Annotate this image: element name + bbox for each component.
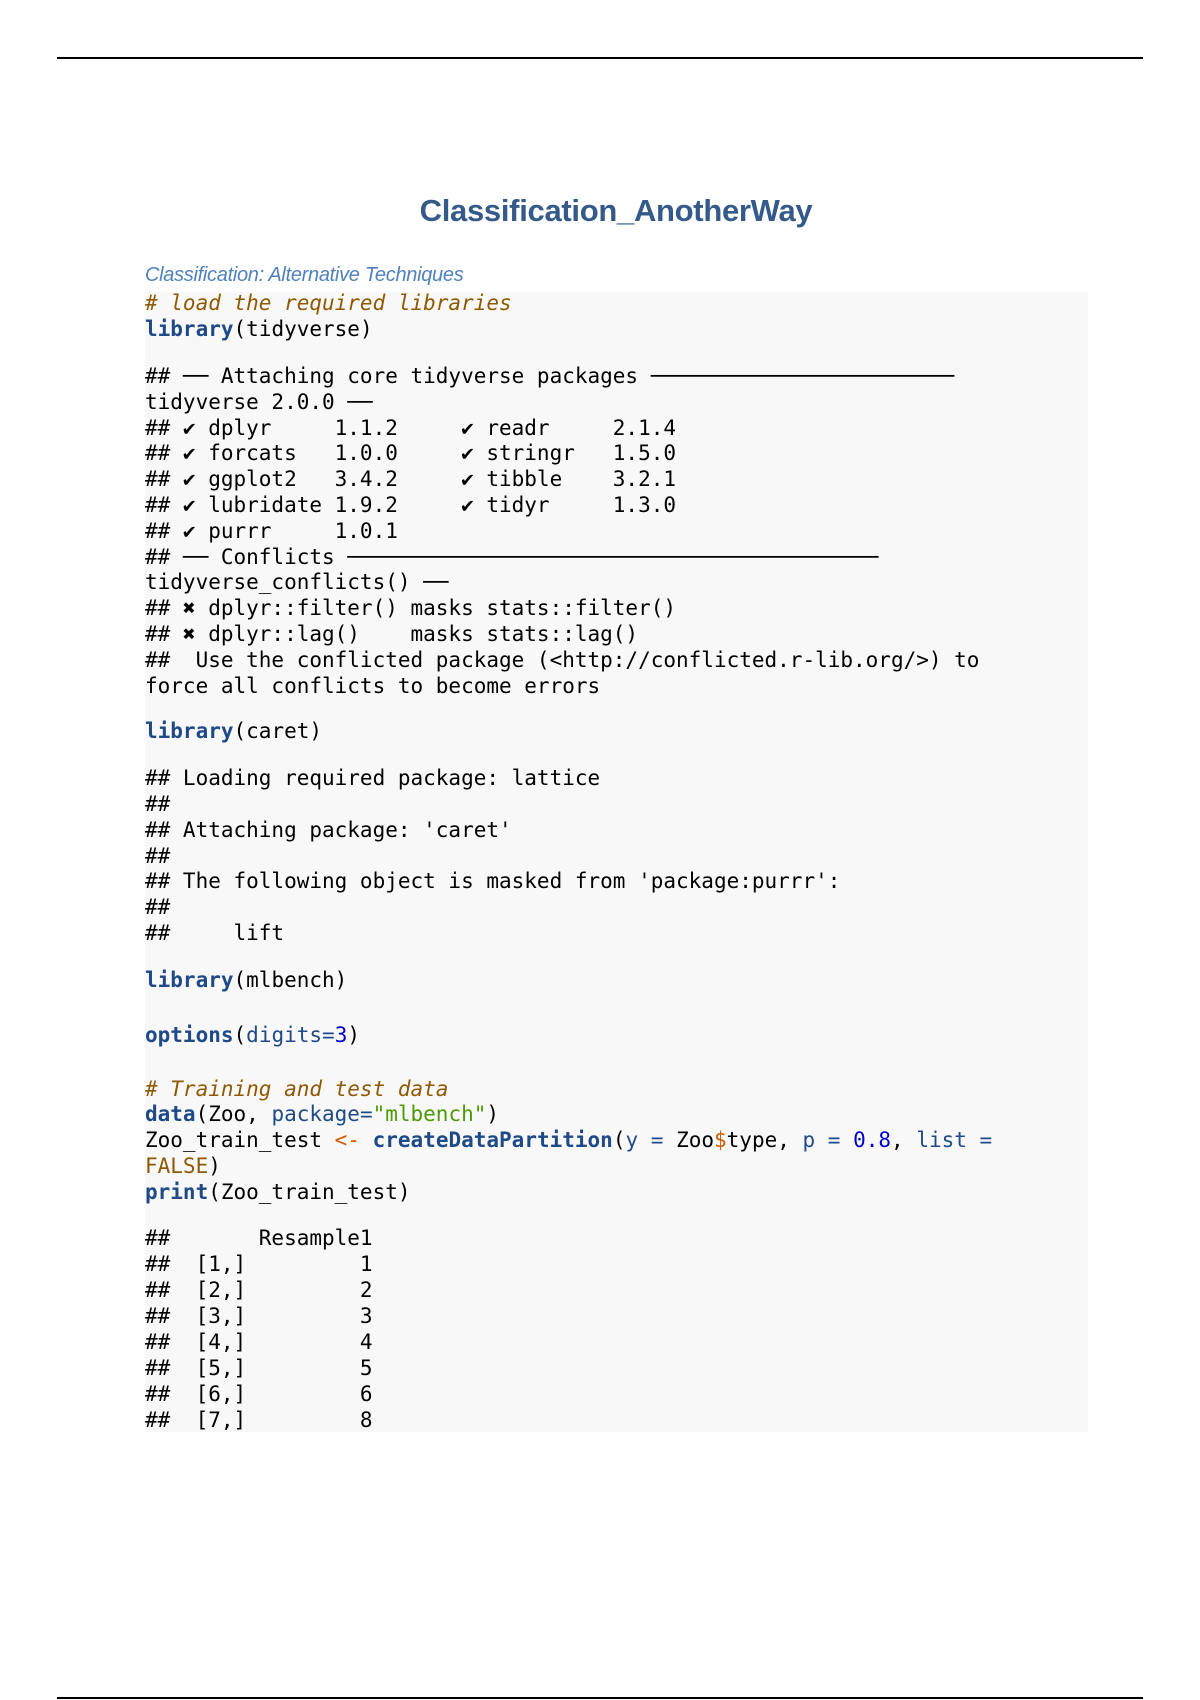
function-name: library: [145, 968, 234, 992]
code-args: (Zoo,: [195, 1102, 272, 1126]
header-rule: [57, 57, 1143, 59]
code-number: 3: [334, 1023, 348, 1047]
output-line: ## The following object is masked from 'package:purrr':: [145, 869, 841, 893]
function-name: createDataPartition: [372, 1128, 613, 1152]
output-line: ## ✔ forcats 1.0.0 ✔ stringr 1.5.0: [145, 441, 677, 465]
code-constant: FALSE: [145, 1154, 209, 1178]
output-line: ## [3,] 3: [145, 1304, 373, 1328]
output-line: ## ✔ dplyr 1.1.2 ✔ readr 2.1.4: [145, 416, 677, 440]
code-line: [145, 1101, 499, 1127]
code-punct: ): [208, 1154, 221, 1178]
function-name: library: [145, 719, 234, 743]
code-number: 0.8: [853, 1128, 892, 1152]
output-line: ##: [145, 895, 171, 919]
code-line: [145, 1179, 411, 1205]
code-punct: ): [347, 1023, 360, 1047]
code-variable: Zoo_train_test: [145, 1128, 335, 1152]
output-line: ## ── Conflicts ──────────────────────────────────────────: [145, 545, 879, 569]
code-variable: type,: [726, 1128, 803, 1152]
code-line: [145, 316, 373, 342]
output-line: ## Resample1: [145, 1226, 373, 1250]
code-operator: <-: [334, 1128, 360, 1152]
output-line: ## [4,] 4: [145, 1330, 373, 1354]
output-line: ## ── Attaching core tidyverse packages ────────────────────────: [145, 364, 955, 388]
output-line: ## [1,] 1: [145, 1252, 373, 1276]
code-args: (tidyverse): [233, 317, 373, 341]
output-line: ## Use the conflicted package (<http://conflicted.r-lib.org/>) to: [145, 648, 980, 672]
code-punct: (: [233, 1023, 247, 1047]
code-punct: ,: [891, 1128, 917, 1152]
code-args: (mlbench): [233, 968, 348, 992]
code-punct: ): [486, 1102, 500, 1126]
output-line: ## ✔ ggplot2 3.4.2 ✔ tibble 3.2.1: [145, 467, 677, 491]
code-line: [145, 1153, 221, 1179]
code-attr: p =: [802, 1128, 854, 1152]
function-name: options: [145, 1023, 234, 1047]
code-attr: digits=: [246, 1023, 335, 1047]
output-line: ##: [145, 844, 171, 868]
code-variable: Zoo: [676, 1128, 714, 1152]
document-subtitle: Classification: Alternative Techniques: [145, 264, 464, 286]
function-name: library: [145, 317, 234, 341]
code-args: (caret): [233, 719, 323, 743]
function-name: print: [145, 1180, 209, 1204]
code-attr: y =: [625, 1128, 677, 1152]
output-line: ## Attaching package: 'caret': [145, 818, 512, 842]
code-comment: # Training and test data: [145, 1077, 449, 1101]
code-line: [145, 967, 347, 993]
output-line: ## Loading required package: lattice: [145, 766, 601, 790]
output-line: ## ✖ dplyr::lag() masks stats::lag(): [145, 622, 639, 646]
output-line: ##: [145, 792, 171, 816]
code-line: [145, 1127, 992, 1153]
code-attr: list =: [916, 1128, 993, 1152]
output-line: ## ✖ dplyr::filter() masks stats::filter(): [145, 596, 677, 620]
footer-rule: [57, 1697, 1143, 1699]
code-space: [360, 1128, 373, 1152]
code-string: "mlbench": [372, 1102, 487, 1126]
code-line: [145, 718, 322, 744]
document-title: Classification_AnotherWay: [419, 193, 813, 228]
output-line: tidyverse 2.0.0 ──: [145, 390, 373, 414]
function-name: data: [145, 1102, 196, 1126]
code-line: [145, 1022, 360, 1048]
code-comment: # load the required libraries: [145, 291, 512, 315]
code-attr: package=: [271, 1102, 373, 1126]
output-line: ## [6,] 6: [145, 1382, 373, 1406]
code-args: (Zoo_train_test): [208, 1180, 411, 1204]
code-punct: (: [612, 1128, 626, 1152]
output-line: tidyverse_conflicts() ──: [145, 570, 449, 594]
output-line: ## [2,] 2: [145, 1278, 373, 1302]
code-operator: $: [714, 1128, 727, 1152]
output-line: ## [7,] 8: [145, 1408, 373, 1432]
output-line: ## ✔ purrr 1.0.1: [145, 519, 398, 543]
output-line: ## ✔ lubridate 1.9.2 ✔ tidyr 1.3.0: [145, 493, 677, 517]
output-line: ## lift: [145, 921, 285, 945]
output-line: force all conflicts to become errors: [145, 674, 601, 698]
output-line: ## [5,] 5: [145, 1356, 373, 1380]
